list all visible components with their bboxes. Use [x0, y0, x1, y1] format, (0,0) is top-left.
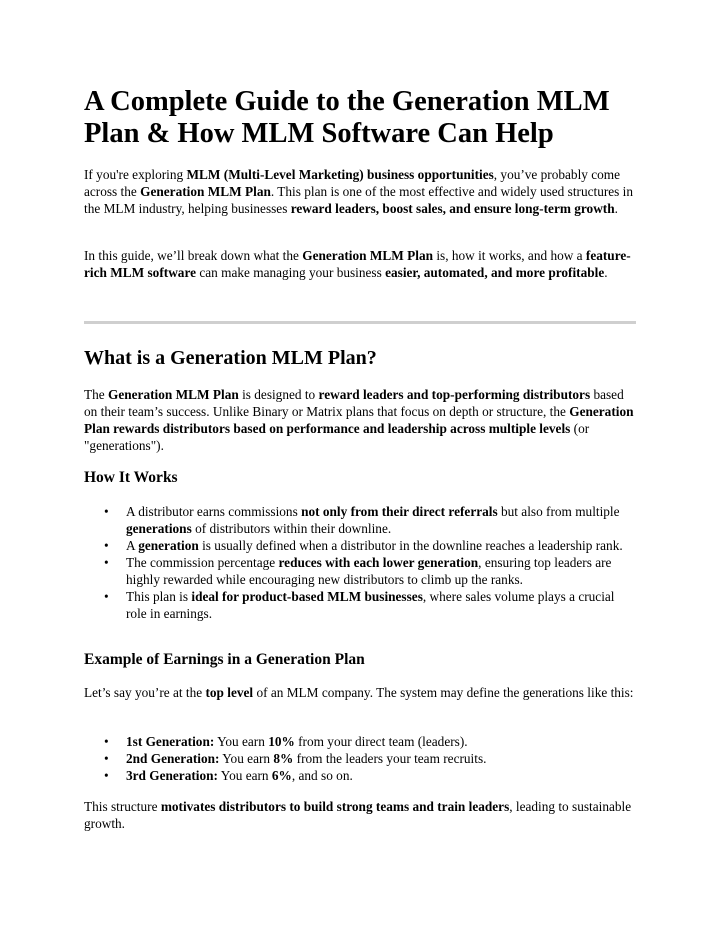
- text-run: can make managing your business: [196, 265, 386, 280]
- text-run: from your direct team (leaders).: [294, 734, 468, 749]
- generation-earnings-list: [84, 733, 636, 784]
- text-run: .: [604, 265, 608, 280]
- page-title: A Complete Guide to the Generation MLM Plan & How MLM Software Can Help: [84, 86, 610, 149]
- subheading-example-earnings: Example of Earnings in a Generation Plan: [84, 651, 365, 668]
- section-heading-what-is: What is a Generation MLM Plan?: [84, 347, 377, 369]
- text-run: This plan is: [126, 589, 192, 604]
- bold-text: top level: [205, 685, 254, 700]
- text-run: If you're exploring: [84, 167, 187, 182]
- text-run: A: [126, 538, 139, 553]
- bold-text: ideal for product-based MLM businesses: [191, 589, 423, 604]
- section-divider: [84, 321, 636, 324]
- bold-text: MLM (Multi-Level Marketing) business opportunities: [186, 167, 494, 182]
- bold-text: feature-rich MLM software: [84, 248, 631, 280]
- bold-text: easier, automated, and more profitable: [385, 265, 605, 280]
- text-run: . This plan is one of the most effective and widely used structures in the MLM industry, helping businesses: [84, 184, 634, 216]
- text-run: You earn: [219, 751, 274, 766]
- closing-paragraph: [84, 798, 636, 832]
- bold-text: 8%: [273, 751, 294, 766]
- list-item: [84, 503, 636, 537]
- example-intro-paragraph: [84, 684, 636, 701]
- text-run: The commission percentage: [126, 555, 279, 570]
- intro-paragraph-1: [84, 166, 636, 217]
- text-run: from the leaders your team recruits.: [293, 751, 487, 766]
- bold-text: not only from their direct referrals: [301, 504, 498, 519]
- text-run: In this guide, we’ll break down what the: [84, 248, 303, 263]
- text-run: (or "generations").: [84, 421, 590, 453]
- text-run: is, how it works, and how a: [433, 248, 586, 263]
- bold-text: generation: [138, 538, 199, 553]
- text-run: , where sales volume plays a crucial role in earnings.: [126, 589, 615, 621]
- text-run: Let’s say you’re at the: [84, 685, 206, 700]
- bold-text: Generation Plan rewards distributors based on performance and leadership across multiple levels: [84, 404, 634, 436]
- text-run: A distributor earns commissions: [126, 504, 302, 519]
- text-run: , ensuring top leaders are highly rewarded while encouraging new distributors to climb up the ranks.: [126, 555, 612, 587]
- bold-text: Generation MLM Plan: [140, 184, 271, 199]
- bold-text: 3rd Generation:: [126, 768, 218, 783]
- text-run: The: [84, 387, 108, 402]
- subheading-how-it-works: How It Works: [84, 469, 178, 486]
- list-item: [84, 767, 636, 784]
- bold-text: 10%: [268, 734, 295, 749]
- section-paragraph-definition: [84, 386, 636, 454]
- intro-paragraph-2: [84, 247, 636, 281]
- text-run: of distributors within their downline.: [191, 521, 392, 536]
- how-it-works-list: [84, 503, 636, 622]
- text-run: This structure: [84, 799, 161, 814]
- text-run: is designed to: [238, 387, 319, 402]
- bold-text: reward leaders, boost sales, and ensure long-term growth: [290, 201, 615, 216]
- text-run: , you’ve probably come across the: [84, 167, 621, 199]
- bold-text: 6%: [271, 768, 292, 783]
- bold-text: reward leaders and top-performing distributors: [318, 387, 591, 402]
- list-item: [84, 733, 636, 750]
- list-item: [84, 750, 636, 767]
- text-run: but also from multiple: [497, 504, 620, 519]
- text-run: You earn: [214, 734, 269, 749]
- bold-text: Generation MLM Plan: [302, 248, 433, 263]
- bold-text: 1st Generation:: [126, 734, 215, 749]
- list-item: [84, 554, 636, 588]
- bold-text: reduces with each lower generation: [278, 555, 479, 570]
- bold-text: generations: [126, 521, 192, 536]
- bold-text: 2nd Generation:: [126, 751, 220, 766]
- bold-text: Generation MLM Plan: [108, 387, 239, 402]
- text-run: .: [614, 201, 618, 216]
- text-run: based on their team’s success. Unlike Binary or Matrix plans that focus on depth or structure, the: [84, 387, 624, 419]
- list-item: [84, 537, 636, 554]
- text-run: , and so on.: [291, 768, 353, 783]
- text-run: of an MLM company. The system may define the generations like this:: [253, 685, 634, 700]
- text-run: is usually defined when a distributor in the downline reaches a leadership rank.: [198, 538, 623, 553]
- bold-text: motivates distributors to build strong teams and train leaders: [160, 799, 510, 814]
- text-run: , leading to sustainable growth.: [84, 799, 632, 831]
- text-run: You earn: [217, 768, 272, 783]
- list-item: [84, 588, 636, 622]
